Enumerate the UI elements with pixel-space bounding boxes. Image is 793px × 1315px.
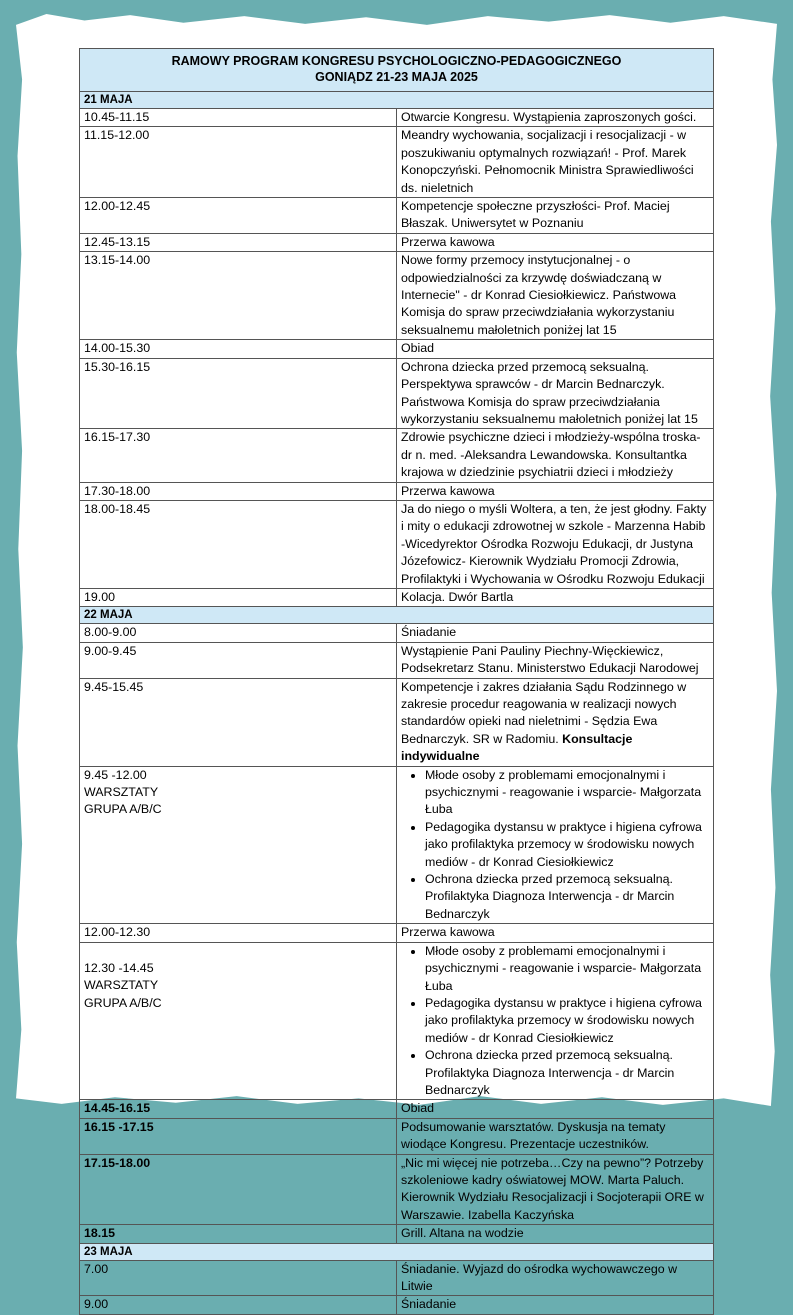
time-cell: 17.15-18.00 — [80, 1154, 397, 1225]
program-title — [79, 48, 714, 91]
time-cell: 14.45-16.15 — [80, 1100, 397, 1118]
time-cell: 18.00-18.45 — [80, 500, 397, 588]
table-row — [80, 1100, 714, 1118]
table-row — [80, 1260, 714, 1296]
time-cell — [80, 942, 397, 1100]
title-line-2: GONIĄDZ 21-23 MAJA 2025 — [315, 69, 478, 84]
event-cell: Meandry wychowania, socjalizacji i resocjalizacji - w poszukiwaniu optymalnych rozwiązań! - Prof. Marek Konopczyński. Pełnomocnik Ministra Sprawiedliwości ds. nieletnich — [397, 127, 714, 198]
event-bold-note: Konsultacje indywidualne — [401, 731, 633, 764]
list-item: • Ochrona dziecka przed przemocą seksualną. Profilaktyka Diagnoza Interwencja - dr Marcin Bednarczyk — [425, 1047, 710, 1099]
table-row — [80, 624, 714, 642]
workshop-group: GRUPA A/B/C — [84, 995, 162, 1010]
table-row — [80, 1225, 714, 1243]
table-row — [80, 482, 714, 500]
time-cell: 17.30-18.00 — [80, 482, 397, 500]
time-cell: 19.00 — [80, 588, 397, 606]
time-cell: 9.00 — [80, 1296, 397, 1314]
day-label: 23 MAJA — [80, 1243, 714, 1260]
list-item: • Ochrona dziecka przed przemocą seksualną. Profilaktyka Diagnoza Interwencja - dr Marcin Bednarczyk — [425, 871, 710, 923]
time-cell: 9.45-15.45 — [80, 678, 397, 766]
table-row — [80, 642, 714, 678]
table-row — [80, 127, 714, 198]
table-row — [80, 924, 714, 942]
workshop-time: 12.30 -14.45 — [84, 960, 154, 975]
time-cell: 12.00-12.30 — [80, 924, 397, 942]
day-header-23 — [80, 1243, 714, 1260]
event-cell: Zdrowie psychiczne dzieci i młodzieży-wspólna troska- dr n. med. -Aleksandra Lewandowska. Konsultantka krajowa w dziedzinie psychiatrii dzieci i młodzieży — [397, 429, 714, 482]
workshop-row-1 — [80, 766, 714, 924]
table-row — [80, 429, 714, 482]
event-cell: Przerwa kawowa — [397, 924, 714, 942]
workshop-list-cell — [397, 942, 714, 1100]
time-cell: 14.00-15.30 — [80, 340, 397, 358]
day-header-22 — [80, 607, 714, 624]
table-row — [80, 1154, 714, 1225]
time-cell: 18.15 — [80, 1225, 397, 1243]
time-cell: 15.30-16.15 — [80, 358, 397, 429]
day-label: 22 MAJA — [80, 607, 714, 624]
time-cell: 12.45-13.15 — [80, 233, 397, 251]
event-cell: Kompetencje społeczne przyszłości- Prof. Maciej Błaszak. Uniwersytet w Poznaniu — [397, 198, 714, 234]
time-cell: 10.45-11.15 — [80, 109, 397, 127]
workshop-row-2 — [80, 942, 714, 1100]
time-cell: 12.00-12.45 — [80, 198, 397, 234]
event-cell: Przerwa kawowa — [397, 233, 714, 251]
event-cell: Obiad — [397, 340, 714, 358]
time-cell: 9.00-9.45 — [80, 642, 397, 678]
day-label: 21 MAJA — [80, 92, 714, 109]
table-row — [80, 500, 714, 588]
event-cell: Obiad — [397, 1100, 714, 1118]
event-cell: „Nic mi więcej nie potrzeba…Czy na pewno”? Potrzeby szkoleniowe kadry oświatowej MOW. Marta Paluch. Kierownik Wydziału Resocjalizacji i Socjoterapii ORE w Warszawie. Izabella Kaczyńska — [397, 1154, 714, 1225]
table-row — [80, 233, 714, 251]
table-row — [80, 252, 714, 340]
event-cell: Kolacja. Dwór Bartla — [397, 588, 714, 606]
table-row — [80, 1118, 714, 1154]
time-cell: 16.15 -17.15 — [80, 1118, 397, 1154]
event-cell: Grill. Altana na wodzie — [397, 1225, 714, 1243]
event-cell — [397, 678, 714, 766]
event-cell: Wystąpienie Pani Pauliny Piechny-Więckiewicz, Podsekretarz Stanu. Ministerstwo Edukacji Narodowej — [397, 642, 714, 678]
event-cell: Ja do niego o myśli Woltera, a ten, że jest głodny. Fakty i mity o edukacji zdrowotnej w szkole - Marzenna Habib -Wicedyrektor Ośrodka Rozwoju Edukacji, dr Justyna Józefowicz- Kierownik Wydziału Promocji Zdrowia, Profilaktyki i Wychowania w Ośrodku Rozwoju Edukacji — [397, 500, 714, 588]
list-item: • Młode osoby z problemami emocjonalnymi i psychicznymi - reagowanie i wsparcie- Małgorzata Łuba — [425, 943, 710, 995]
event-cell: Przerwa kawowa — [397, 482, 714, 500]
table-row — [80, 340, 714, 358]
program-table — [79, 91, 714, 1315]
event-cell: Otwarcie Kongresu. Wystąpienia zaproszonych gości. — [397, 109, 714, 127]
event-cell: Śniadanie. Wyjazd do ośrodka wychowawczego w Litwie — [397, 1260, 714, 1296]
workshop-list — [401, 767, 710, 924]
table-row — [80, 588, 714, 606]
table-row — [80, 109, 714, 127]
workshop-time: 9.45 -12.00 — [84, 767, 147, 782]
table-row — [80, 358, 714, 429]
day-header-21 — [80, 92, 714, 109]
time-cell: 7.00 — [80, 1260, 397, 1296]
table-row — [80, 1296, 714, 1314]
time-cell: 16.15-17.30 — [80, 429, 397, 482]
workshop-list — [401, 943, 710, 1100]
list-item: • Pedagogika dystansu w praktyce i higiena cyfrowa jako profilaktyka przemocy w środowisku nowych mediów - dr Konrad Ciesiołkiewicz — [425, 819, 710, 871]
time-cell: 13.15-14.00 — [80, 252, 397, 340]
event-cell: Nowe formy przemocy instytucjonalnej - o odpowiedzialności za krzywdę doświadczaną w Internecie" - dr Konrad Ciesiołkiewicz. Państwowa Komisja do spraw przeciwdziałania wykorzystaniu seksualnemu małoletnich poniżej lat 15 — [397, 252, 714, 340]
event-cell: Śniadanie — [397, 624, 714, 642]
event-cell: Podsumowanie warsztatów. Dyskusja na tematy wiodące Kongresu. Prezentacje uczestników. — [397, 1118, 714, 1154]
table-row — [80, 678, 714, 766]
workshop-list-cell — [397, 766, 714, 924]
event-cell: Śniadanie — [397, 1296, 714, 1314]
time-cell: 8.00-9.00 — [80, 624, 397, 642]
event-cell: Ochrona dziecka przed przemocą seksualną. Perspektywa sprawców - dr Marcin Bednarczyk. Państwowa Komisja do spraw przeciwdziałania wykorzystaniu seksualnemu małoletnich poniżej lat 15 — [397, 358, 714, 429]
list-item: • Młode osoby z problemami emocjonalnymi i psychicznymi - reagowanie i wsparcie- Małgorzata Łuba — [425, 767, 710, 819]
time-cell: 11.15-12.00 — [80, 127, 397, 198]
program-document — [79, 48, 714, 1315]
time-cell — [80, 766, 397, 924]
title-line-1: RAMOWY PROGRAM KONGRESU PSYCHOLOGICZNO-PEDAGOGICZNEGO — [171, 54, 622, 68]
workshop-label: WARSZTATY — [84, 785, 159, 800]
table-row — [80, 198, 714, 234]
list-item: • Pedagogika dystansu w praktyce i higiena cyfrowa jako profilaktyka przemocy w środowisku nowych mediów - dr Konrad Ciesiołkiewicz — [425, 995, 710, 1047]
workshop-group: GRUPA A/B/C — [84, 802, 162, 817]
event-text: Kompetencje i zakres działania Sądu Rodzinnego w zakresie procedur reagowania w realizacji nowych standardów opieki nad nieletnimi - Sędzia Ewa Bednarczyk. SR w Radomiu. — [401, 679, 687, 746]
workshop-label: WARSZTATY — [84, 978, 159, 993]
